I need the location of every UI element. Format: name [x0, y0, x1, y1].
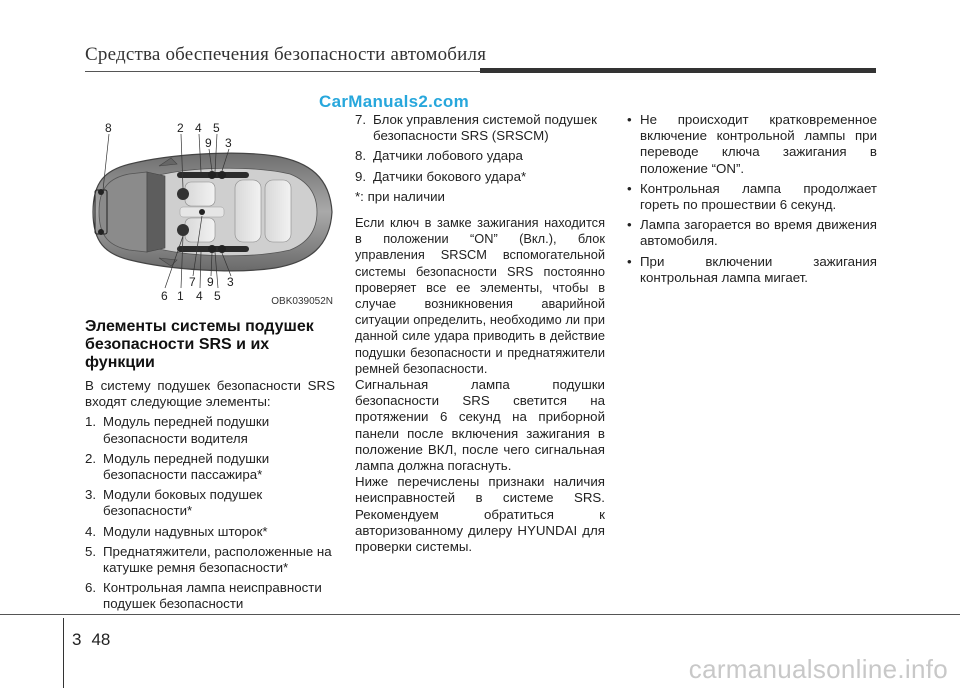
list-item: 8. Датчики лобового удара: [355, 148, 523, 164]
section-intro: В систему подушек безопасности SRS входят следующие элементы:: [85, 378, 335, 410]
callout-8: 8: [105, 121, 112, 135]
callout-5: 5: [213, 121, 220, 135]
column-middle: [355, 112, 605, 555]
callout-9: 9: [205, 136, 212, 150]
list-item: 4. Модули надувных шторок*: [85, 523, 268, 539]
bullet-item: • Лампа загорается во время движения автомобиля.: [627, 217, 877, 249]
column-right: [626, 112, 877, 290]
list-item: 3. Модули боковых подушек безопасности*: [85, 487, 263, 519]
page-index: 48: [91, 630, 111, 649]
callout-5b: 5: [214, 289, 221, 303]
bullet-item: • Контрольная лампа продолжает гореть по прошествии 6 секунд.: [627, 180, 877, 213]
header-rule-bold: [480, 68, 876, 73]
watermark-top: CarManuals2.com: [319, 92, 469, 111]
header-rule: [85, 71, 490, 72]
callout-4b: 4: [196, 289, 203, 303]
callout-3: 3: [225, 136, 232, 150]
list-item: 5. Преднатяжители, расположенные на катушке ремня безопасности*: [85, 543, 332, 576]
paragraph: Если ключ в замке зажигания находится в положении “ON” (Вкл.), блок управления SRSCM вспомогательной системы безопасности SRS постоянно проверяет все ее элементы, чтобы в случае возникновения аварийной ситуации определить, необходимо ли при данной силе удара приводить в действие подушки безопасности и преднатяжители ремней безопасности.: [355, 215, 605, 376]
footnote: *: при наличии: [355, 188, 445, 204]
section-title: Элементы системы подушек безопасности SRS и их функции: [85, 318, 314, 371]
watermark-bottom: carmanualsonline.info: [688, 654, 948, 684]
callout-1: 1: [177, 289, 184, 303]
paragraph: Сигнальная лампа подушки безопасности SRS светится на протяжении 6 секунд на приборной панели после включения зажигания в положение ВКЛ, после чего сигнальная лампа должна погаснуть.: [355, 377, 605, 474]
callout-9b: 9: [207, 275, 214, 289]
paragraph: Ниже перечислены признаки наличия неисправностей в системе SRS. Рекомендуем обратиться к авторизованному дилеру HYUNDAI для проверки системы.: [355, 474, 605, 555]
footer-rule: [0, 614, 960, 615]
bullet-item: • При включении зажигания контрольная лампа мигает.: [627, 253, 877, 285]
callout-4: 4: [195, 121, 202, 135]
list-item: 1. Модуль передней подушки безопасности водителя: [85, 414, 270, 446]
chapter-number: 3: [72, 630, 82, 649]
list-item: 9. Датчики бокового удара*: [355, 168, 527, 184]
list-item: 2. Модуль передней подушки безопасности пассажира*: [85, 450, 270, 483]
figure-code: OBK039052N: [271, 296, 333, 307]
car-illustration: [85, 112, 336, 310]
callout-3b: 3: [227, 275, 234, 289]
footer-divider: [63, 618, 64, 688]
list-item: 6. Контрольная лампа неисправности подушек безопасности: [85, 580, 322, 612]
bullet-item: • Не происходит кратковременное включение контрольной лампы при переводе ключа зажигания в положение “ON”.: [627, 112, 877, 176]
column-left: [85, 318, 335, 613]
list-item: 7. Блок управления системой подушек безопасности SRS (SRSCM): [355, 112, 597, 144]
page-header-title: Средства обеспечения безопасности автомобиля: [85, 44, 487, 65]
callout-2: 2: [177, 121, 184, 135]
callout-7: 7: [189, 275, 196, 289]
callout-6: 6: [161, 289, 168, 303]
airbag-diagram: [85, 112, 336, 310]
page-number: [72, 630, 120, 650]
